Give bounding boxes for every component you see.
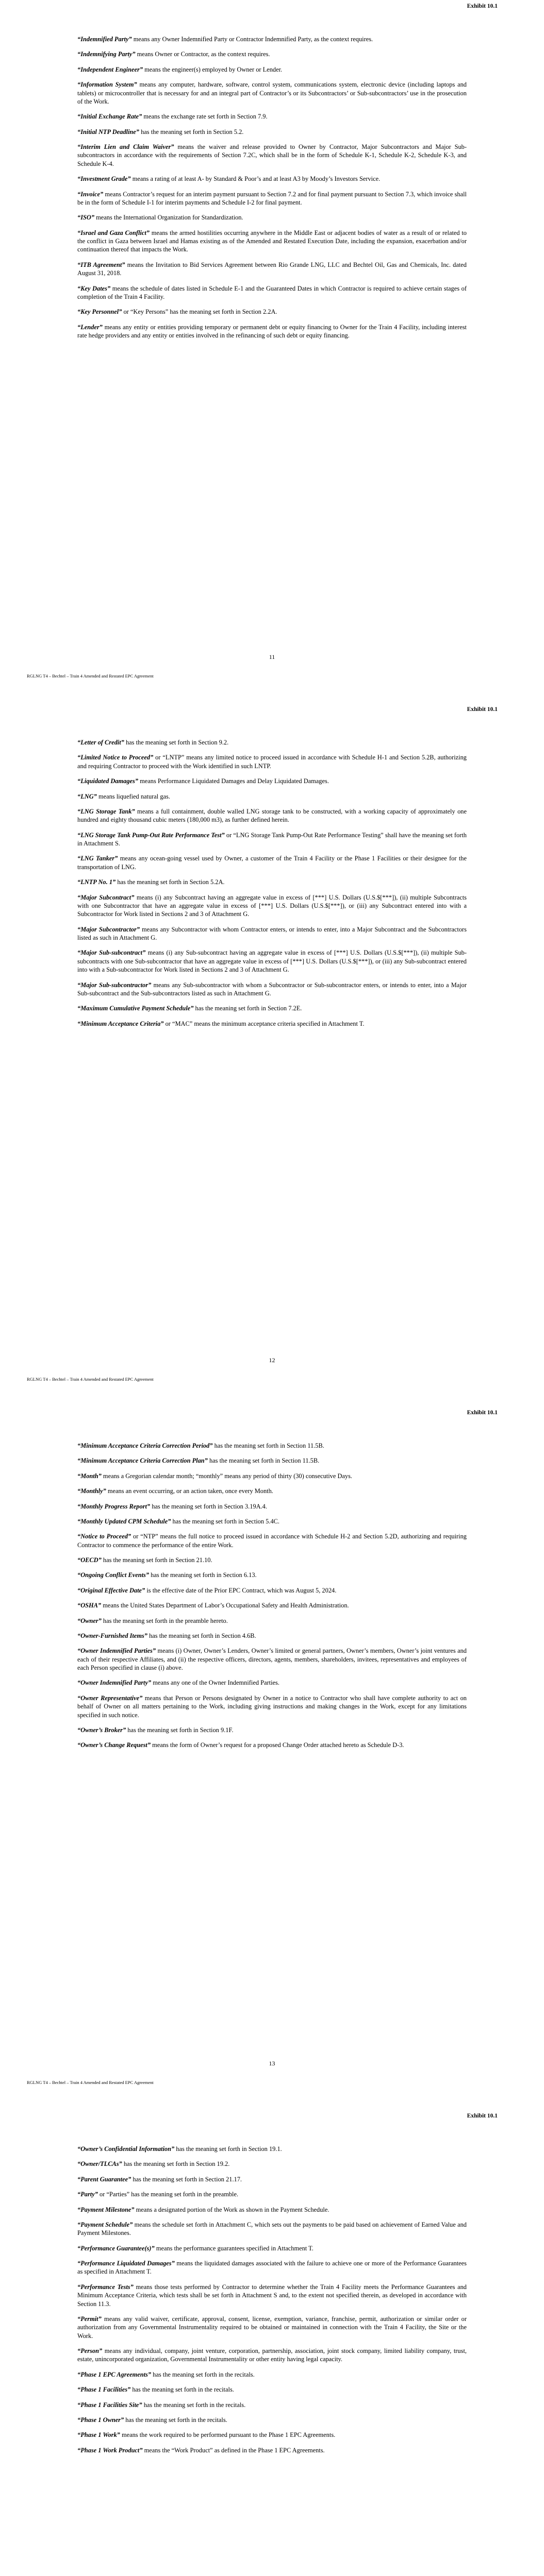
definition-text: has the meaning set forth in the recitals. — [142, 2401, 246, 2409]
defined-term: “Performance Liquidated Damages” — [77, 2260, 175, 2267]
defined-term: “Phase 1 Facilities Site” — [77, 2401, 142, 2409]
exhibit-label: Exhibit 10.1 — [467, 2113, 498, 2119]
definition-entry — [77, 175, 467, 183]
definition-text: means liquefied natural gas. — [96, 792, 170, 800]
definition-text: means the United States Department of Labor’s Occupational Safety and Health Administration. — [101, 1602, 349, 1609]
definition-entry — [77, 2160, 467, 2168]
defined-term: “Israel and Gaza Conflict” — [77, 229, 150, 236]
defined-term: “Owner-Furnished Items” — [77, 1632, 147, 1639]
definition-entry — [77, 2190, 467, 2198]
definition-text: means any entity or entities providing temporary or permanent debt or equity financing to Owner for the Train 4 Facility, including interest rate hedge providers and any entity or entities involved in the refinancing of such debt or equity financing. — [77, 323, 467, 339]
definition-text: has the meaning set forth in Section 7.2E. — [193, 1005, 302, 1012]
definition-text: means any Owner Indemnified Party or Contractor Indemnified Party, as the context requires. — [131, 36, 373, 43]
defined-term: “Investment Grade” — [77, 175, 131, 183]
defined-term: “OECD” — [77, 1556, 102, 1564]
definition-text: means any valid waiver, certificate, approval, consent, license, exemption, variance, franchise, permit, authorization or similar order or authorization from any Governmental Instrumentality required to be obtained or maintained in connection with the Train 4 Facility, the Site or the Work. — [77, 2315, 467, 2340]
defined-term: “Party” — [77, 2191, 98, 2198]
definition-text: means the “Work Product” as defined in the Phase 1 EPC Agreements. — [142, 2446, 325, 2454]
definition-text: means the waiver and release provided to Owner by Contractor, Major Subcontractors and Major Sub-subcontractors in accordance with the requirements of Section 7.2C, which shall be in the form of Schedule K-1, Schedule K-2, Schedule K-3, and Schedule K-4. — [77, 143, 467, 167]
definition-entry — [77, 854, 467, 871]
definition-text: has the meaning set forth in Section 19.1. — [174, 2145, 282, 2153]
defined-term: “Phase 1 Owner” — [77, 2416, 124, 2424]
defined-term: “Phase 1 Work Product” — [77, 2446, 143, 2454]
definition-text: has the meaning set forth in Section 6.13. — [149, 1571, 257, 1579]
defined-term: “Month” — [77, 1472, 102, 1480]
definition-entry — [77, 2347, 467, 2364]
document-page — [0, 0, 544, 703]
definition-text: has the meaning set forth in Section 3.19A.4. — [150, 1502, 267, 1510]
definition-text: means the International Organization for Standardization. — [94, 214, 243, 222]
definition-text: means a rating of at least A- by Standard & Poor’s and at least A3 by Moody’s Investors Service. — [130, 175, 381, 183]
document-page — [0, 703, 544, 1406]
definition-entry — [77, 2446, 467, 2454]
definition-entry — [77, 925, 467, 942]
definition-entry — [77, 308, 467, 316]
definition-text: means (i) Owner, Owner’s Lenders, Owner’s limited or general partners, Owner’s members, Owner’s joint ventures and each of their respective Affiliates, and (ii) the respective officers, directors, agents, members, shareholders, invitees, representatives and employees of each Person specified in clause (i) above. — [77, 1647, 467, 1671]
definition-text: means the engineer(s) employed by Owner or Lender. — [143, 65, 283, 73]
defined-term: “Initial NTP Deadline” — [77, 128, 140, 135]
defined-term: “Initial Exchange Rate” — [77, 113, 142, 121]
definition-text: means (i) any Subcontract having an aggregate value in excess of [***] U.S. Dollars (U.S.$[***]), (ii) multiple Subcontracts with one Subcontractor that have an aggregate value in excess of [***] U.S. Dollars (U.S.$[***]), or (iii) any Subcontract entered into with a Subcontractor for Work listed in Sections 2 and 3 of Attachment G. — [77, 893, 467, 918]
definition-entry — [77, 1601, 467, 1609]
definition-entry — [77, 753, 467, 770]
definition-entry — [77, 261, 467, 278]
definition-text: has the meaning set forth in the recitals. — [130, 2386, 234, 2394]
defined-term: “Phase 1 Facilities” — [77, 2386, 131, 2394]
defined-term: “Parent Guarantee” — [77, 2175, 131, 2183]
defined-term: “Phase 1 EPC Agreements” — [77, 2370, 152, 2378]
definition-entry — [77, 1004, 467, 1012]
defined-term: “Limited Notice to Proceed” — [77, 754, 154, 761]
exhibit-label: Exhibit 10.1 — [467, 1410, 498, 1416]
footer-text: RGLNG T4 – Bechtel – Train 4 Amended and Restated EPC Agreement — [27, 1377, 154, 1382]
definition-entry — [77, 2370, 467, 2379]
definition-entry — [77, 1556, 467, 1564]
defined-term: “Indemnified Party” — [77, 36, 132, 43]
definition-text: means any individual, company, joint venture, corporation, partnership, association, joint stock company, limited liability company, trust, estate, unincorporated organization, Governmental Instrumentality or other entity having legal capacity. — [77, 2347, 467, 2363]
defined-term: “Notice to Proceed” — [77, 1533, 131, 1540]
defined-term: “Performance Guarantee(s)” — [77, 2244, 155, 2252]
definition-text: means the performance guarantees specified in Attachment T. — [154, 2244, 314, 2252]
definition-entry — [77, 80, 467, 106]
definition-text: has the meaning set forth in the recitals. — [124, 2416, 227, 2424]
definition-text: has the meaning set forth in Section 5.2. — [139, 128, 244, 135]
exhibit-label: Exhibit 10.1 — [467, 706, 498, 713]
definition-text: means a designated portion of the Work as shown in the Payment Schedule. — [134, 2206, 329, 2213]
defined-term: “Owner/TLCAs” — [77, 2160, 122, 2168]
definition-text: or “Parties” has the meaning set forth in the preamble. — [97, 2191, 239, 2198]
defined-term: “Original Effective Date” — [77, 1586, 145, 1594]
definition-entry — [77, 190, 467, 207]
definition-text: means the liquidated damages associated with the failure to achieve one or more of the Performance Guarantees as specified in Attachment T. — [77, 2260, 467, 2276]
definition-entry — [77, 1571, 467, 1579]
defined-term: “Major Subcontractor” — [77, 925, 140, 933]
definitions-list — [77, 35, 467, 346]
definition-entry — [77, 2145, 467, 2153]
defined-term: “Owner Indemnified Party” — [77, 1679, 152, 1687]
definition-entry — [77, 1456, 467, 1465]
definition-entry — [77, 792, 467, 801]
definition-text: means the schedule of dates listed in Schedule E-1 and the Guaranteed Dates in which Contractor is required to achieve certain stages of completion of the Train 4 Facility. — [77, 284, 467, 300]
defined-term: “Person” — [77, 2347, 103, 2354]
defined-term: “Permit” — [77, 2315, 102, 2323]
defined-term: “Monthly Updated CPM Schedule” — [77, 1517, 171, 1525]
defined-term: “Major Sub-subcontractor” — [77, 981, 152, 989]
defined-term: “Payment Schedule” — [77, 2221, 133, 2228]
definition-entry — [77, 2401, 467, 2409]
definition-entry — [77, 1647, 467, 1672]
definitions-list — [77, 738, 467, 1035]
definition-entry — [77, 65, 467, 74]
definition-text: or “LNTP” means any limited notice to proceed issued in accordance with Schedule H-1 and Section 5.2B, authorizing and requiring Contractor to proceed with the Work identified in such LNTP. — [77, 754, 467, 770]
document-page — [0, 2110, 544, 2576]
definition-entry — [77, 284, 467, 301]
definition-text: or “MAC” means the minimum acceptance criteria specified in Attachment T. — [163, 1020, 365, 1027]
definition-text: means any one of the Owner Indemnified Parties. — [151, 1679, 279, 1687]
defined-term: “Indemnifying Party” — [77, 50, 136, 58]
defined-term: “Payment Milestone” — [77, 2206, 135, 2213]
footer-text: RGLNG T4 – Bechtel – Train 4 Amended and Restated EPC Agreement — [27, 673, 154, 679]
definition-entry — [77, 143, 467, 168]
definition-entry — [77, 948, 467, 974]
defined-term: “ITB Agreement” — [77, 261, 125, 268]
defined-term: “LNG Storage Tank Pump-Out Rate Performance Test” — [77, 831, 225, 839]
defined-term: “Ongoing Conflict Events” — [77, 1571, 150, 1579]
defined-term: “Maximum Cumulative Payment Schedule” — [77, 1005, 194, 1012]
definition-text: means a Gregorian calendar month; “monthly” means any period of thirty (30) consecutive Days. — [101, 1472, 353, 1480]
footer-text: RGLNG T4 – Bechtel – Train 4 Amended and Restated EPC Agreement — [27, 2080, 154, 2085]
defined-term: “LNG Tanker” — [77, 855, 118, 862]
definition-text: has the meaning set forth in the recitals. — [151, 2370, 255, 2378]
definition-entry — [77, 1020, 467, 1028]
definition-entry — [77, 1726, 467, 1734]
definition-entry — [77, 2244, 467, 2252]
definition-entry — [77, 2283, 467, 2308]
definition-entry — [77, 1679, 467, 1687]
definition-text: has the meaning set forth in Section 4.6B. — [147, 1632, 256, 1639]
defined-term: “Owner” — [77, 1617, 102, 1624]
page-number: 12 — [269, 1357, 275, 1364]
definition-text: means the exchange rate set forth in Section 7.9. — [142, 113, 268, 121]
defined-term: “LNG” — [77, 792, 97, 800]
document-page — [0, 1406, 544, 2110]
definition-entry — [77, 1472, 467, 1480]
definition-entry — [77, 893, 467, 919]
definition-entry — [77, 738, 467, 747]
defined-term: “Monthly Progress Report” — [77, 1502, 151, 1510]
definition-text: has the meaning set forth in Section 21.10. — [101, 1556, 212, 1564]
definition-text: means Performance Liquidated Damages and Delay Liquidated Damages. — [138, 777, 329, 785]
defined-term: “Liquidated Damages” — [77, 777, 139, 785]
definition-entry — [77, 831, 467, 848]
definition-entry — [77, 981, 467, 998]
defined-term: “Major Sub-subcontract” — [77, 949, 146, 957]
defined-term: “Minimum Acceptance Criteria” — [77, 1020, 164, 1027]
definition-text: means Owner or Contractor, as the context requires. — [135, 50, 270, 58]
defined-term: “Independent Engineer” — [77, 65, 143, 73]
definition-text: has the meaning set forth in Section 9.1F. — [126, 1726, 234, 1734]
defined-term: “Owner’s Broker” — [77, 1726, 126, 1734]
defined-term: “Owner’s Change Request” — [77, 1741, 151, 1749]
definition-text: means the form of Owner’s request for a proposed Change Order attached hereto as Schedule D-3. — [151, 1741, 404, 1749]
definition-entry — [77, 112, 467, 121]
definition-entry — [77, 2206, 467, 2214]
definition-text: has the meaning set forth in Section 11.5B. — [212, 1442, 324, 1449]
defined-term: “Information System” — [77, 81, 137, 89]
definition-text: means Contractor’s request for an interim payment pursuant to Section 7.2 and for final payment pursuant to Section 7.3, which invoice shall be in the form of Schedule I-1 for interim payments and Schedule I-2 for final payment. — [77, 190, 467, 206]
defined-term: “LNTP No. 1” — [77, 878, 116, 886]
definition-entry — [77, 2221, 467, 2238]
defined-term: “Performance Tests” — [77, 2283, 134, 2291]
defined-term: “Minimum Acceptance Criteria Correction Period” — [77, 1442, 213, 1449]
page-number: 13 — [269, 2060, 275, 2067]
definition-text: has the meaning set forth in Section 5.4C. — [171, 1517, 280, 1525]
definition-entry — [77, 1532, 467, 1549]
definition-text: means that Person or Persons designated by Owner in a notice to Contractor who shall have complete authority to act on behalf of Owner on all matters pertaining to the Work, including giving instructions and making changes in the Work, except for any limitations specified in such notice. — [77, 1694, 467, 1719]
defined-term: “Owner Representative” — [77, 1694, 143, 1702]
definition-entry — [77, 50, 467, 58]
defined-term: “OSHA” — [77, 1602, 102, 1609]
definition-entry — [77, 213, 467, 222]
definition-text: means the work required to be performed pursuant to the Phase 1 EPC Agreements. — [120, 2431, 336, 2439]
definitions-list — [77, 2145, 467, 2461]
definition-entry — [77, 128, 467, 136]
definition-entry — [77, 1741, 467, 1749]
definition-text: is the effective date of the Prior EPC Contract, which was August 5, 2024. — [145, 1586, 337, 1594]
definition-text: has the meaning set forth in Section 5.2A. — [116, 878, 225, 886]
defined-term: “Interim Lien and Claim Waiver” — [77, 143, 174, 150]
definition-text: has the meaning set forth in Section 19.2. — [122, 2160, 230, 2168]
definition-entry — [77, 2416, 467, 2424]
defined-term: “LNG Storage Tank” — [77, 807, 135, 815]
definition-text: means any Subcontractor with whom Contractor enters, or intends to enter, into a Major Subcontract and the Subcontractors listed as such in Attachment G. — [77, 925, 467, 941]
definition-text: means the schedule set forth in Attachment C, which sets out the payments to be paid based on achievement of Earned Value and Payment Milestones. — [77, 2221, 467, 2237]
defined-term: “Lender” — [77, 323, 103, 331]
definition-entry — [77, 2315, 467, 2340]
definition-text: has the meaning set forth in Section 9.2. — [124, 739, 229, 746]
exhibit-label: Exhibit 10.1 — [467, 3, 498, 9]
definition-text: means the Invitation to Bid Services Agreement between Rio Grande LNG, LLC and Bechtel Oil, Gas and Chemicals, Inc. dated August 31, 2018. — [77, 261, 467, 277]
definition-text: means the armed hostilities occurring anywhere in the Middle East or adjacent bodies of water as a result of or related to the conflict in Gaza between Israel and Hamas existing as of the Amended and Restated Execution Date, including the expansion, exacerbation and/or continuation thereof that impacts the Work. — [77, 229, 467, 253]
defined-term: “Minimum Acceptance Criteria Correction Plan” — [77, 1457, 208, 1465]
definition-entry — [77, 2259, 467, 2276]
defined-term: “Monthly” — [77, 1487, 106, 1495]
definition-entry — [77, 1517, 467, 1526]
defined-term: “Phase 1 Work” — [77, 2431, 120, 2439]
definition-entry — [77, 35, 467, 43]
definition-text: means any ocean-going vessel used by Owner, a customer of the Train 4 Facility or the Phase 1 Facilities or their designee for the transportation of LNG. — [77, 855, 467, 871]
definition-text: means any Sub-subcontractor with whom a Subcontractor or Sub-subcontractor enters, or intends to enter, into a Major Sub-subcontract and the Sub-subcontractors listed as such in Attachment G. — [77, 981, 467, 997]
definitions-list — [77, 1442, 467, 1756]
definition-entry — [77, 807, 467, 824]
definition-text: means any computer, hardware, software, control system, communications system, electronic device (including laptops and tablets) or microcontroller that is necessary for and an integral part of Contractor’s or its Subcontractors’ or Sub-subcontractors’ use in the prosecution of the Work. — [77, 81, 467, 105]
definition-entry — [77, 1632, 467, 1640]
definition-entry — [77, 878, 467, 886]
definition-entry — [77, 1586, 467, 1595]
definition-text: has the meaning set forth in Section 21.17. — [131, 2175, 242, 2183]
definition-text: means an event occurring, or an action taken, once every Month. — [106, 1487, 273, 1495]
defined-term: “Letter of Credit” — [77, 739, 124, 746]
definition-text: means those tests performed by Contractor to determine whether the Train 4 Facility meets the Performance Guarantees and Minimum Acceptance Criteria, which tests shall be set forth in Attachment S and, to the extent not specified therein, as developed in accordance with Section 11.3. — [77, 2283, 467, 2308]
defined-term: “Owner Indemnified Parties” — [77, 1647, 156, 1655]
page-number: 11 — [269, 653, 275, 660]
definition-entry — [77, 1694, 467, 1719]
definition-entry — [77, 1442, 467, 1450]
defined-term: “Key Personnel” — [77, 308, 122, 316]
definition-entry — [77, 323, 467, 340]
definition-text: or “Key Persons” has the meaning set forth in Section 2.2A. — [122, 308, 277, 316]
definition-entry — [77, 1617, 467, 1625]
definition-text: has the meaning set forth in the preamble hereto. — [101, 1617, 228, 1624]
definition-entry — [77, 229, 467, 254]
defined-term: “Invoice” — [77, 190, 104, 198]
definition-entry — [77, 2385, 467, 2394]
definition-entry — [77, 2175, 467, 2183]
definition-text: means (i) any Sub-subcontract having an aggregate value in excess of [***] U.S. Dollars (U.S.$[***]), (ii) multiple Sub-subcontracts with one Sub-subcontractor that have an aggregate value in excess of [***] U.S. Dollars (U.S.$[***]), or (iii) any Sub-subcontract entered into with a Sub-subcontractor for Work listed in Sections 2 and 3 of Attachment G. — [77, 949, 467, 974]
definition-entry — [77, 1502, 467, 1511]
definition-text: has the meaning set forth in Section 11.5B. — [207, 1457, 320, 1465]
definition-entry — [77, 777, 467, 785]
definition-entry — [77, 2431, 467, 2439]
defined-term: “Major Subcontract” — [77, 893, 135, 901]
definition-text: or “NTP” means the full notice to proceed issued in accordance with Schedule H-2 and Section 5.2D, authorizing and requiring Contractor to commence the performance of the entire Work. — [77, 1533, 467, 1549]
definition-text: or “LNG Storage Tank Pump-Out Rate Performance Testing” shall have the meaning set forth in Attachment S. — [77, 831, 467, 847]
defined-term: “Owner’s Confidential Information” — [77, 2145, 175, 2153]
definition-text: means a full containment, double walled LNG storage tank to be constructed, with a working capacity of approximately one hundred and eighty thousand cubic meters (180,000 m3), as further defined herein. — [77, 807, 467, 824]
definition-entry — [77, 1487, 467, 1495]
defined-term: “ISO” — [77, 214, 95, 222]
defined-term: “Key Dates” — [77, 284, 111, 292]
